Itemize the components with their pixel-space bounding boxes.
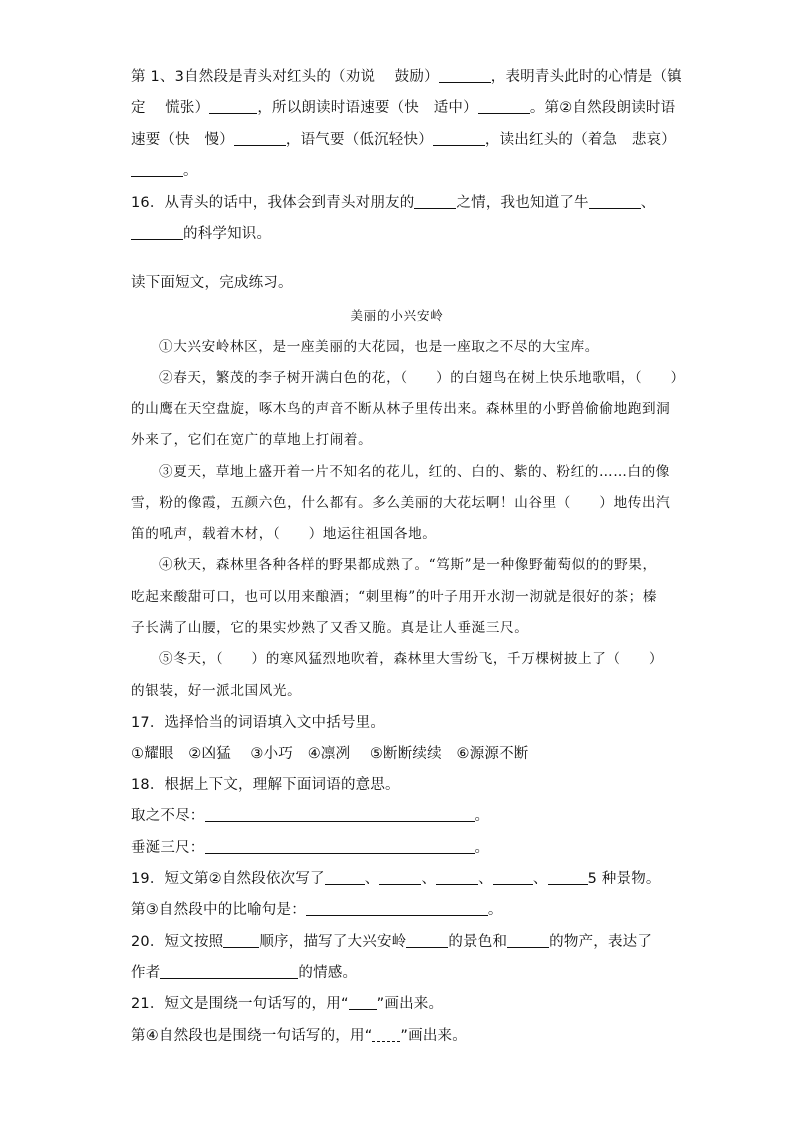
answer-blank[interactable] [209,98,257,114]
wavy-line-mark-sample [372,1026,400,1042]
answer-blank[interactable] [234,130,286,146]
passage-title: 美丽的小兴安岭 [350,308,444,323]
answer-blank[interactable] [306,900,488,916]
answer-blank[interactable] [205,806,475,822]
answer-blank[interactable] [433,130,485,146]
q18-stem: 18．根据上下文，理解下面词语的意思。 [131,777,400,793]
answer-blank[interactable] [589,193,641,209]
passage-p1: ①大兴安岭林区，是一座美丽的大花园，也是一座取之不尽的大宝库。 [159,339,600,355]
q19-line-1: 19．短文第②自然段依次写了 、 、 、 、 5 种景物。 [131,871,661,887]
q20-line-1: 20．短文按照 顺序，描写了大兴安岭 的景色和 的物产，表达了 [131,934,653,950]
underline-mark-sample [349,994,377,1010]
q16-line-2: 的科学知识。 [131,224,271,244]
passage-p2-l3: 外来了，它们在宽广的草地上打闹着。 [131,432,373,448]
q15-line-4: 。 [131,161,198,181]
answer-blank[interactable] [439,67,491,83]
q16-line-1: 16．从青头的话中，我体会到青头对朋友的 之情，我也知道了牛 、 [131,195,656,211]
passage-p4-l1: ④秋天，森林里各种各样的野果都成熟了。“笃斯”是一种像野葡萄似的的野果， [159,557,657,573]
answer-blank[interactable] [406,932,448,948]
q17-options: ①耀眼 ②凶猛 ③小巧 ④凛冽 ⑤断断续续 ⑥源源不断 [131,746,529,762]
passage-p3-l2: 雪，粉的像霞，五颜六色，什么都有。多么美丽的大花坛啊！山谷里（ ）地传出汽 [131,495,671,511]
answer-blank[interactable] [548,869,588,885]
answer-blank[interactable] [160,963,298,979]
q15-line-2: 定 慌张） ，所以朗读时语速要（快 适中） 。第②自然段朗读时语 [131,100,676,116]
passage-p3-l1: ③夏天，草地上盛开着一片不知名的花儿，红的、白的、紫的、粉红的……白的像 [159,464,670,480]
passage-p2-l2: 的山鹰在天空盘旋，啄木鸟的声音不断从林子里传出来。森林里的小野兽偷偷地跑到洞 [131,401,671,417]
answer-blank[interactable] [478,98,530,114]
q15-line-3: 速要（快 慢） ，语气要（低沉轻快） ，读出红头的（着急 悲哀） [131,132,677,148]
q20-line-2: 作者 的情感。 [131,965,358,981]
answer-blank[interactable] [379,869,421,885]
passage-p4-l3: 子长满了山腰，它的果实炒熟了又香又脆。真是让人垂涎三尺。 [131,620,529,636]
passage-p5-l1: ⑤冬天，（ ）的寒风猛烈地吹着，森林里大雪纷飞，千万棵树披上了（ ） [159,651,664,667]
passage-p4-l2: 吃起来酸甜可口，也可以用来酿酒；“刺里梅”的叶子用开水沏一沏就是很好的茶；榛 [131,589,658,605]
answer-blank[interactable] [131,161,183,177]
passage-p2-l1: ②春天，繁茂的李子树开满白色的花，（ ）的白翅鸟在树上快乐地歌唱，（ ） [159,370,685,386]
q18-item-a: 取之不尽： 。 [131,808,490,824]
reading-instruction: 读下面短文，完成练习。 [131,275,293,291]
passage-p3-l3: 笛的吼声，载着木材，（ ）地运往祖国各地。 [131,526,437,542]
answer-blank[interactable] [493,869,533,885]
answer-blank[interactable] [131,224,183,240]
q15-line-1: 第 1、3自然段是青头对红头的（劝说 鼓励） ，表明青头此时的心情是（镇 [131,69,682,85]
answer-blank[interactable] [325,869,365,885]
answer-blank[interactable] [436,869,478,885]
q21-line-2: 第④自然段也是围绕一句话写的，用“ ”画出来。 [131,1028,467,1044]
answer-blank[interactable] [223,932,259,948]
answer-blank[interactable] [507,932,549,948]
answer-blank[interactable] [414,193,456,209]
answer-blank[interactable] [205,838,475,854]
q21-line-1: 21．短文是围绕一句话写的，用“ ”画出来。 [131,996,444,1012]
q18-item-b: 垂涎三尺： 。 [131,840,490,856]
passage-p5-l2: 的银装，好一派北国风光。 [131,683,302,699]
q17-stem: 17．选择恰当的词语填入文中括号里。 [131,715,386,731]
q19-line-2: 第③自然段中的比喻句是： 。 [131,902,503,918]
